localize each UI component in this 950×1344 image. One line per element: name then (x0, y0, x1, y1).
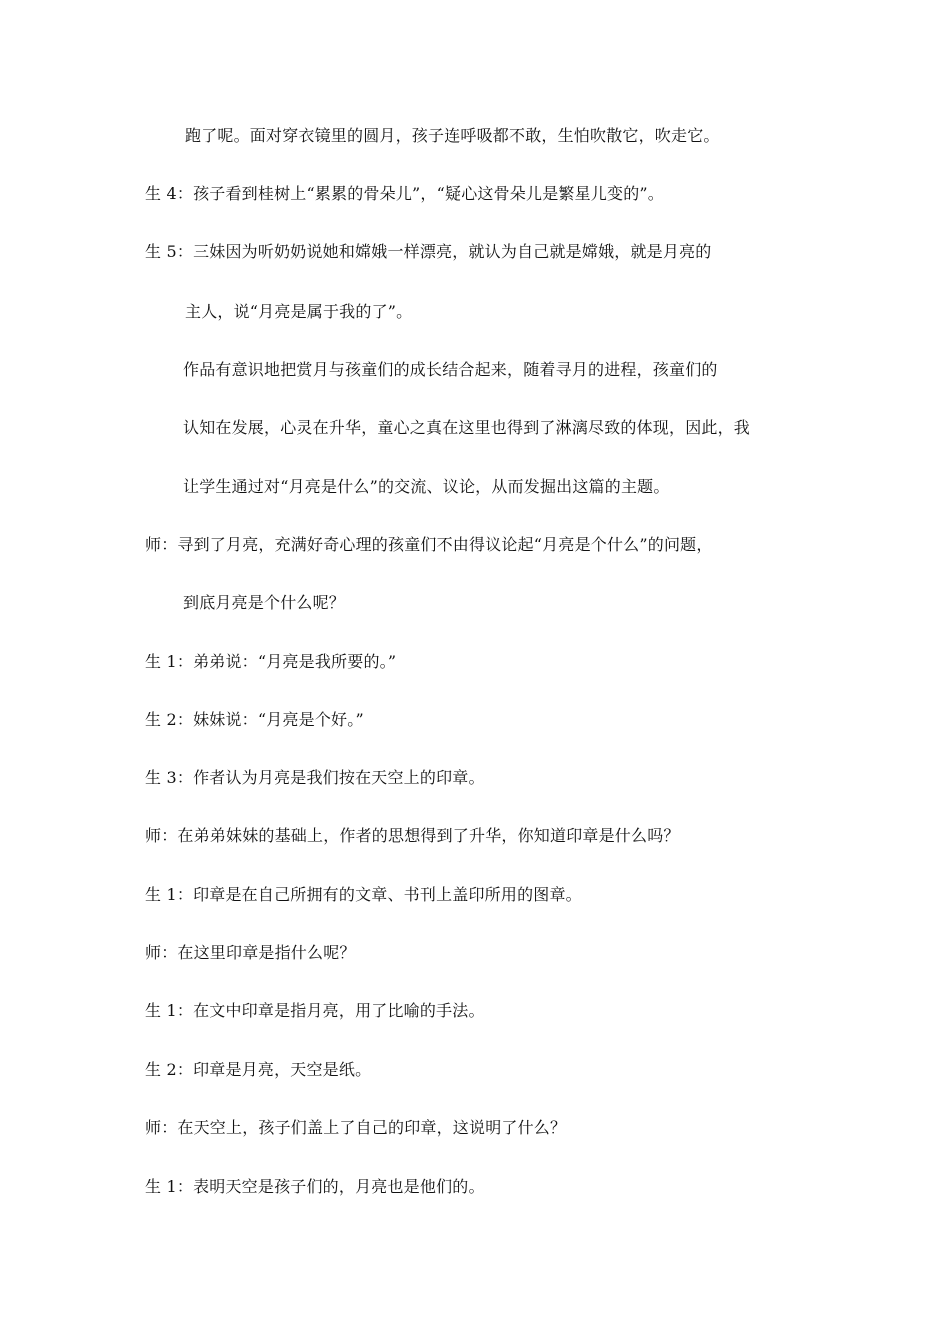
text-line: 生 4：孩子看到桂树上“累累的骨朵儿”，“疑心这骨朵儿是繁星儿变的”。 (145, 184, 664, 203)
text-line: 师：寻到了月亮，充满好奇心理的孩童们不由得议论起“月亮是个什么”的问题， (145, 535, 713, 554)
text-line: 生 2：印章是月亮，天空是纸。 (145, 1060, 372, 1079)
text-line: 生 1：弟弟说：“月亮是我所要的。” (145, 652, 397, 671)
text-line: 跑了呢。面对穿衣镜里的圆月，孩子连呼吸都不敢，生怕吹散它，吹走它。 (185, 126, 720, 145)
text-line: 到底月亮是个什么呢？ (183, 593, 346, 612)
text-line: 生 1：在文中印章是指月亮，用了比喻的手法。 (145, 1001, 485, 1020)
text-line: 作品有意识地把赏月与孩童们的成长结合起来，随着寻月的进程，孩童们的 (183, 360, 718, 379)
text-line: 师：在这里印章是指什么呢？ (145, 943, 356, 962)
text-line: 认知在发展，心灵在升华，童心之真在这里也得到了淋漓尽致的体现，因此，我 (183, 418, 751, 437)
text-line: 生 2：妹妹说：“月亮是个好。” (145, 710, 364, 729)
text-line: 让学生通过对“月亮是什么”的交流、议论，从而发掘出这篇的主题。 (183, 477, 670, 496)
text-line: 师：在弟弟妹妹的基础上，作者的思想得到了升华，你知道印章是什么吗？ (145, 826, 680, 845)
text-line: 生 5：三妹因为听奶奶说她和嫦娥一样漂亮，就认为自己就是嫦娥，就是月亮的 (145, 242, 712, 261)
text-line: 师：在天空上，孩子们盖上了自己的印章，这说明了什么？ (145, 1118, 567, 1137)
text-line: 生 3：作者认为月亮是我们按在天空上的印章。 (145, 768, 485, 787)
text-line: 主人，说“月亮是属于我的了”。 (185, 302, 413, 321)
text-line: 生 1：表明天空是孩子们的，月亮也是他们的。 (145, 1177, 485, 1196)
text-line: 生 1：印章是在自己所拥有的文章、书刊上盖印所用的图章。 (145, 885, 582, 904)
